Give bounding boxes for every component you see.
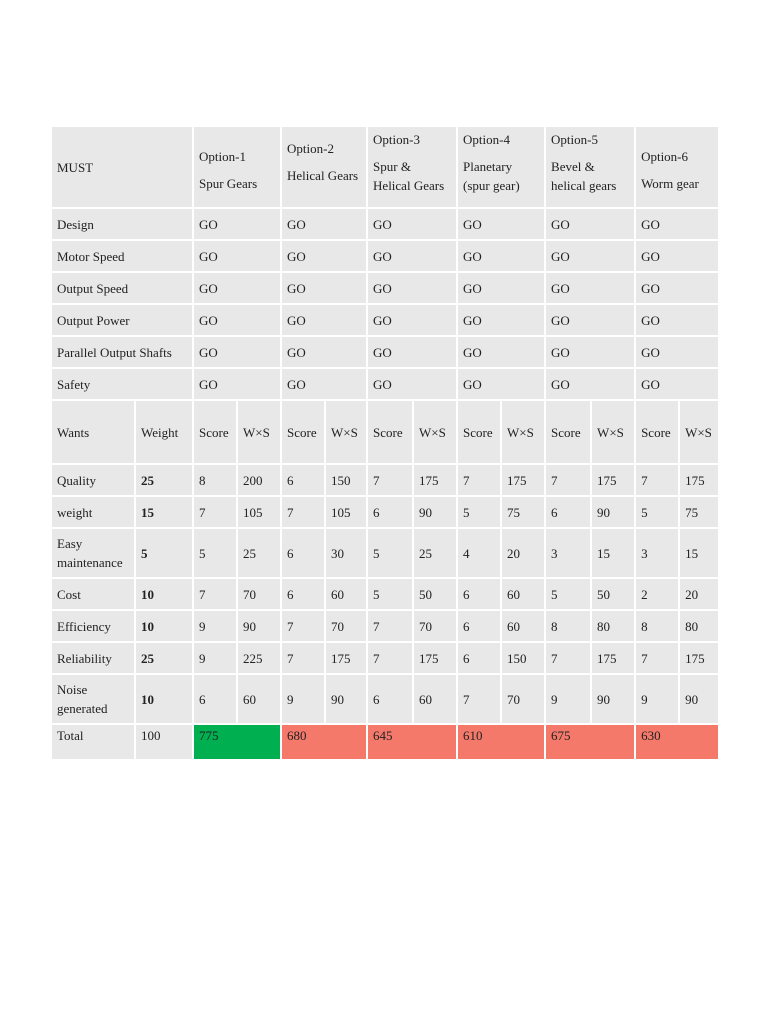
option-subtitle: Spur & Helical Gears [373, 158, 445, 193]
score-cell: 5 [193, 528, 237, 578]
total-option-4: 610 [457, 724, 545, 760]
wxs-header: W×S [413, 400, 457, 464]
option-5-header [545, 126, 635, 208]
wxs-cell: 60 [501, 610, 545, 642]
score-cell: 6 [457, 642, 501, 674]
wants-row [51, 674, 719, 724]
score-cell: 5 [457, 496, 501, 528]
wants-header-row [51, 400, 719, 464]
total-option-1: 775 [193, 724, 281, 760]
wxs-cell: 20 [679, 578, 719, 610]
wants-row [51, 464, 719, 496]
wxs-cell: 175 [413, 642, 457, 674]
total-option-3: 645 [367, 724, 457, 760]
must-go-cell: GO [281, 336, 367, 368]
wxs-cell: 80 [679, 610, 719, 642]
wxs-cell: 70 [237, 578, 281, 610]
must-go-cell: GO [545, 368, 635, 400]
total-label: Total [51, 724, 135, 760]
wxs-cell: 15 [679, 528, 719, 578]
wxs-cell: 60 [501, 578, 545, 610]
wants-row [51, 496, 719, 528]
score-cell: 6 [457, 578, 501, 610]
wants-row [51, 642, 719, 674]
score-cell: 6 [457, 610, 501, 642]
score-cell: 7 [281, 496, 325, 528]
option-title: Option-2 [287, 141, 334, 156]
must-criterion-label: Motor Speed [51, 240, 193, 272]
score-header: Score [457, 400, 501, 464]
wants-criterion-label: Easy maintenance [51, 528, 135, 578]
wxs-cell: 175 [591, 642, 635, 674]
wxs-cell: 90 [679, 674, 719, 724]
must-row [51, 336, 719, 368]
wxs-header: W×S [591, 400, 635, 464]
total-row [51, 724, 719, 760]
score-cell: 6 [281, 578, 325, 610]
must-criterion-label: Parallel Output Shafts [51, 336, 193, 368]
score-cell: 7 [281, 642, 325, 674]
wants-criterion-label: weight [51, 496, 135, 528]
must-go-cell: GO [457, 208, 545, 240]
must-criterion-label: Output Speed [51, 272, 193, 304]
wxs-cell: 175 [591, 464, 635, 496]
must-go-cell: GO [281, 304, 367, 336]
score-cell: 6 [545, 496, 591, 528]
weight-header: Weight [135, 400, 193, 464]
total-option-6: 630 [635, 724, 719, 760]
must-go-cell: GO [367, 240, 457, 272]
score-cell: 7 [545, 642, 591, 674]
wants-criterion-label: Quality [51, 464, 135, 496]
option-subtitle: Planetary (spur gear) [463, 158, 520, 193]
score-cell: 5 [545, 578, 591, 610]
decision-matrix [50, 125, 718, 761]
header-row [51, 126, 719, 208]
must-row [51, 368, 719, 400]
option-subtitle: Helical Gears [287, 168, 359, 183]
must-row [51, 208, 719, 240]
wants-criterion-label: Cost [51, 578, 135, 610]
score-cell: 9 [193, 610, 237, 642]
wants-weight: 25 [135, 642, 193, 674]
must-go-cell: GO [635, 208, 719, 240]
score-cell: 2 [635, 578, 679, 610]
must-go-cell: GO [193, 208, 281, 240]
wxs-cell: 60 [237, 674, 281, 724]
score-cell: 9 [635, 674, 679, 724]
decision-matrix-table [50, 125, 720, 761]
wxs-cell: 90 [325, 674, 367, 724]
wxs-cell: 50 [591, 578, 635, 610]
wxs-cell: 90 [413, 496, 457, 528]
score-cell: 3 [545, 528, 591, 578]
score-cell: 7 [457, 464, 501, 496]
wants-weight: 10 [135, 610, 193, 642]
wants-weight: 10 [135, 578, 193, 610]
must-go-cell: GO [635, 272, 719, 304]
score-cell: 9 [545, 674, 591, 724]
wxs-cell: 80 [591, 610, 635, 642]
score-cell: 3 [635, 528, 679, 578]
score-cell: 5 [635, 496, 679, 528]
must-criterion-label: Safety [51, 368, 193, 400]
must-go-cell: GO [193, 368, 281, 400]
option-title: Option-1 [199, 149, 246, 164]
option-title: Option-5 [551, 131, 598, 147]
must-header: MUST [51, 126, 193, 208]
score-cell: 6 [281, 464, 325, 496]
wxs-cell: 20 [501, 528, 545, 578]
wants-row [51, 528, 719, 578]
option-2-header [281, 126, 367, 208]
must-go-cell: GO [193, 336, 281, 368]
score-cell: 6 [367, 674, 413, 724]
must-go-cell: GO [193, 304, 281, 336]
must-go-cell: GO [457, 304, 545, 336]
wxs-cell: 150 [325, 464, 367, 496]
score-cell: 7 [457, 674, 501, 724]
score-cell: 7 [193, 496, 237, 528]
score-cell: 8 [193, 464, 237, 496]
wants-weight: 10 [135, 674, 193, 724]
score-cell: 7 [367, 642, 413, 674]
wxs-cell: 70 [325, 610, 367, 642]
score-header: Score [635, 400, 679, 464]
wxs-cell: 75 [679, 496, 719, 528]
score-cell: 7 [281, 610, 325, 642]
wxs-cell: 225 [237, 642, 281, 674]
score-cell: 8 [545, 610, 591, 642]
wxs-cell: 70 [501, 674, 545, 724]
score-cell: 7 [367, 610, 413, 642]
total-weight: 100 [135, 724, 193, 760]
must-section [51, 208, 719, 400]
wxs-cell: 25 [413, 528, 457, 578]
total-option-5: 675 [545, 724, 635, 760]
must-go-cell: GO [457, 272, 545, 304]
must-go-cell: GO [367, 272, 457, 304]
wxs-cell: 75 [501, 496, 545, 528]
wxs-cell: 25 [237, 528, 281, 578]
must-go-cell: GO [281, 368, 367, 400]
score-cell: 7 [545, 464, 591, 496]
wants-criterion-label: Reliability [51, 642, 135, 674]
must-row [51, 272, 719, 304]
wants-header: Wants [51, 400, 135, 464]
must-go-cell: GO [545, 272, 635, 304]
must-go-cell: GO [367, 304, 457, 336]
score-cell: 5 [367, 528, 413, 578]
wxs-cell: 30 [325, 528, 367, 578]
score-cell: 6 [367, 496, 413, 528]
wxs-header: W×S [237, 400, 281, 464]
must-go-cell: GO [457, 336, 545, 368]
wxs-cell: 200 [237, 464, 281, 496]
wxs-cell: 60 [413, 674, 457, 724]
wxs-cell: 175 [679, 642, 719, 674]
wants-weight: 15 [135, 496, 193, 528]
option-6-header [635, 126, 719, 208]
wxs-header: W×S [325, 400, 367, 464]
score-cell: 8 [635, 610, 679, 642]
option-subtitle: Bevel & helical gears [551, 158, 617, 193]
option-title: Option-4 [463, 131, 510, 147]
option-subtitle: Worm gear [641, 176, 699, 191]
wxs-cell: 105 [325, 496, 367, 528]
score-cell: 9 [193, 642, 237, 674]
score-header: Score [281, 400, 325, 464]
wxs-cell: 175 [413, 464, 457, 496]
must-go-cell: GO [193, 240, 281, 272]
must-go-cell: GO [457, 240, 545, 272]
score-header: Score [193, 400, 237, 464]
wxs-cell: 175 [325, 642, 367, 674]
must-row [51, 304, 719, 336]
option-4-header [457, 126, 545, 208]
must-go-cell: GO [281, 240, 367, 272]
wxs-cell: 175 [501, 464, 545, 496]
wxs-cell: 15 [591, 528, 635, 578]
must-criterion-label: Design [51, 208, 193, 240]
must-go-cell: GO [193, 272, 281, 304]
wxs-cell: 150 [501, 642, 545, 674]
must-go-cell: GO [367, 208, 457, 240]
score-cell: 7 [193, 578, 237, 610]
wants-row [51, 610, 719, 642]
score-cell: 9 [281, 674, 325, 724]
score-cell: 7 [635, 464, 679, 496]
score-cell: 6 [281, 528, 325, 578]
must-go-cell: GO [635, 240, 719, 272]
must-go-cell: GO [545, 304, 635, 336]
must-go-cell: GO [635, 368, 719, 400]
wxs-cell: 90 [591, 496, 635, 528]
wxs-cell: 90 [591, 674, 635, 724]
must-go-cell: GO [545, 240, 635, 272]
wants-weight: 25 [135, 464, 193, 496]
wants-weight: 5 [135, 528, 193, 578]
score-header: Score [545, 400, 591, 464]
must-row [51, 240, 719, 272]
score-cell: 7 [367, 464, 413, 496]
wxs-header: W×S [501, 400, 545, 464]
must-go-cell: GO [281, 208, 367, 240]
wants-criterion-label: Noise generated [51, 674, 135, 724]
wxs-cell: 50 [413, 578, 457, 610]
wxs-cell: 90 [237, 610, 281, 642]
must-go-cell: GO [367, 336, 457, 368]
option-3-header [367, 126, 457, 208]
option-title: Option-6 [641, 149, 689, 164]
wants-section [51, 464, 719, 724]
wxs-cell: 60 [325, 578, 367, 610]
wants-criterion-label: Efficiency [51, 610, 135, 642]
must-criterion-label: Output Power [51, 304, 193, 336]
option-subtitle: Spur Gears [199, 176, 258, 191]
score-cell: 5 [367, 578, 413, 610]
score-header: Score [367, 400, 413, 464]
wxs-cell: 175 [679, 464, 719, 496]
wxs-cell: 105 [237, 496, 281, 528]
must-go-cell: GO [367, 368, 457, 400]
option-title: Option-3 [373, 131, 420, 147]
must-go-cell: GO [545, 336, 635, 368]
must-go-cell: GO [545, 208, 635, 240]
score-cell: 7 [635, 642, 679, 674]
option-1-header [193, 126, 281, 208]
must-go-cell: GO [281, 272, 367, 304]
total-option-2: 680 [281, 724, 367, 760]
must-go-cell: GO [457, 368, 545, 400]
must-go-cell: GO [635, 304, 719, 336]
wxs-cell: 70 [413, 610, 457, 642]
must-go-cell: GO [635, 336, 719, 368]
wxs-header: W×S [679, 400, 719, 464]
score-cell: 6 [193, 674, 237, 724]
wants-row [51, 578, 719, 610]
score-cell: 4 [457, 528, 501, 578]
